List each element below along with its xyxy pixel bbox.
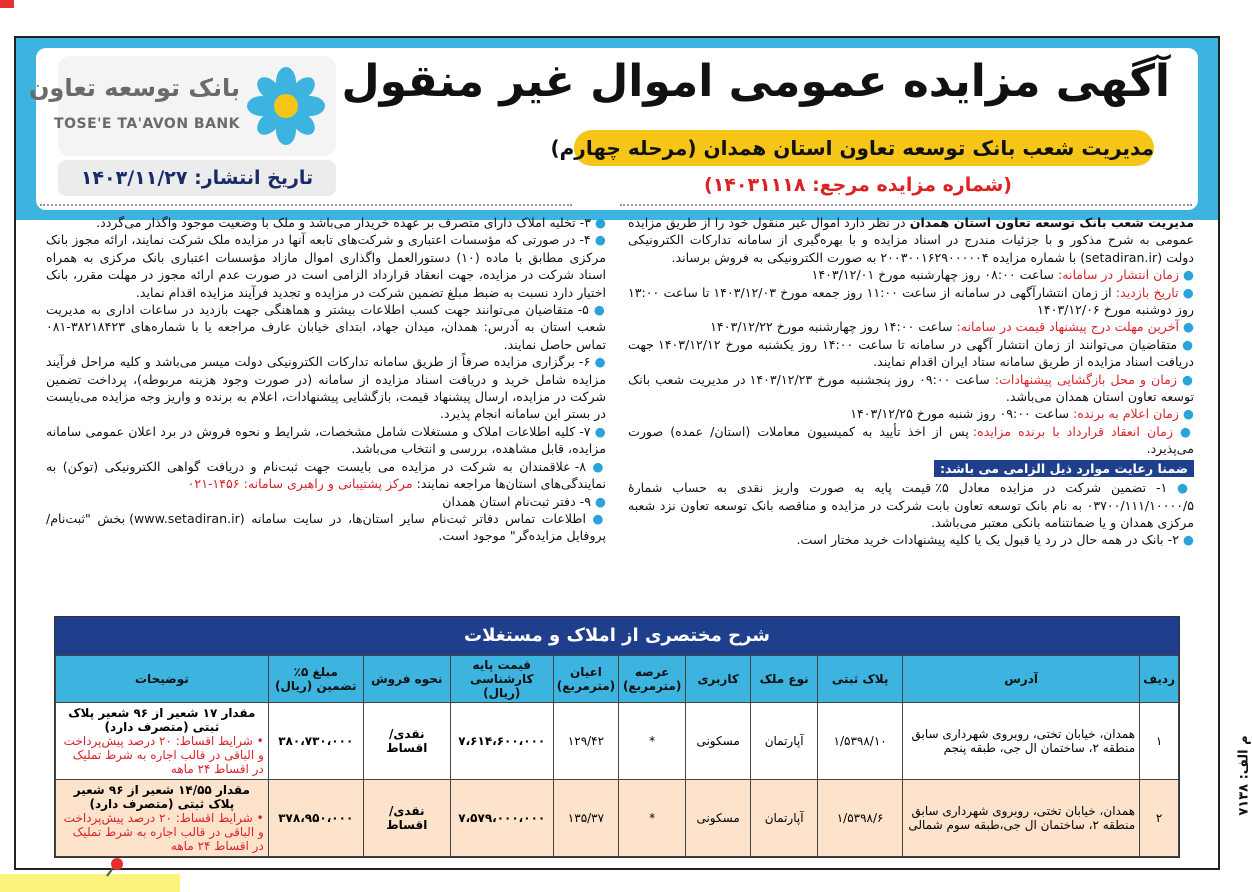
description-main: مقدار ۱۷ شعیر از ۹۶ شعیر پلاک ثبتی (متصرف دارد) bbox=[68, 706, 256, 734]
col-row: ردیف bbox=[1140, 656, 1179, 703]
intro-paragraph bbox=[628, 214, 1194, 266]
cell-sale: نقدی/ اقساط bbox=[363, 780, 450, 857]
sticky-note bbox=[0, 874, 180, 892]
left-dotted-divider bbox=[40, 204, 572, 206]
schedule-item bbox=[628, 318, 1194, 335]
subtitle-banner: مدیریت شعب بانک توسعه تعاون استان همدان (مرحله چهارم) bbox=[574, 130, 1154, 166]
bullet-icon: ● bbox=[591, 493, 606, 509]
cell-use: مسکونی bbox=[686, 703, 751, 780]
col-guarantee: مبلغ ۵٪ تضمین (ریال) bbox=[268, 656, 363, 703]
description-main: مقدار ۱۴/۵۵ شعیر از ۹۶ شعیر پلاک ثبتی (متصرف دارد) bbox=[73, 783, 250, 811]
pushpin-icon bbox=[104, 856, 126, 878]
cell-building: ۱۲۹/۴۲ bbox=[553, 703, 618, 780]
clause-5 bbox=[46, 301, 606, 353]
top-corner-marker bbox=[0, 0, 14, 8]
col-price: قیمت پایه کارشناسی (ریال) bbox=[450, 656, 553, 703]
clause-3-text: ۳- تخلیه املاک دارای متصرف بر عهده خریدار می‌باشد و ملک با وضعیت موجود واگذار می‌گردد. bbox=[96, 215, 591, 230]
reference-number: (شماره مزایده مرجع: ۱۴۰۳۱۱۱۸) bbox=[704, 174, 1012, 196]
col-type: نوع ملک bbox=[751, 656, 818, 703]
clause-4-text: ۴- در صورتی که مؤسسات اعتباری و شرکت‌های تابعه آنها در مزایده ملک شرکت نمایند، ارائه مجوز بانک مرکزی مطابق با ماده (۱۰) دستورالعمل واگذاری اموال مازاد مؤسسات اعتباری بانک مرکزی به همراه اسناد شرکت در مزایده، جهت انعقاد قرارداد الزامی است در صورت عدم ارائه مجوز در مهلت مقرر، بانک اختیار دارد نسبت به ضبط مبلغ تضمین شرکت در مزایده و تجدید فرآیند مزایده اقدام نماید. bbox=[46, 232, 607, 300]
schedule-text: ساعت ۰۹:۰۰ روز پنجشنبه مورخ ۱۴۰۳/۱۲/۲۳ در مدیریت شعب بانک توسعه تعاون استان همدان می‌باشد. bbox=[628, 371, 1194, 405]
rules-heading-line bbox=[628, 458, 1194, 479]
cell-land: * bbox=[619, 780, 686, 857]
cell-row: ۱ bbox=[1140, 703, 1179, 780]
bullet-icon: ● bbox=[1179, 319, 1194, 335]
col-use: کاربری bbox=[686, 656, 751, 703]
bullet-icon: ● bbox=[1179, 267, 1194, 283]
schedule-item bbox=[628, 284, 1194, 319]
publish-date: تاریخ انتشار: ۱۴۰۳/۱۱/۲۷ bbox=[58, 160, 336, 196]
table-row bbox=[56, 780, 1179, 857]
bullet-icon: ● bbox=[590, 423, 606, 439]
table-row bbox=[56, 703, 1179, 780]
col-land: عرصه (مترمربع) bbox=[619, 656, 686, 703]
cell-land: * bbox=[619, 703, 686, 780]
cell-use: مسکونی bbox=[686, 780, 751, 857]
table-header-row bbox=[56, 656, 1179, 703]
schedule-label: آخرین مهلت درج پیشنهاد قیمت در سامانه: bbox=[956, 319, 1179, 335]
table-title: شرح مختصری از املاک و مستغلات bbox=[55, 617, 1179, 655]
col-address: آدرس bbox=[903, 656, 1140, 703]
clause-7-text: ۷- کلیه اطلاعات املاک و مستغلات شامل مشخصات، شرایط و نحوه فروش در برد اعلان عمومی سامانه مزایده، قابل مشاهده، بررسی و انتخاب می‌باشد. bbox=[46, 423, 606, 457]
property-grid bbox=[55, 655, 1179, 857]
cell-description bbox=[56, 703, 269, 780]
schedule-label: زمان انعقاد قرارداد با برنده مزایده: bbox=[972, 423, 1173, 439]
cell-address: همدان، خیابان تختی، روبروی شهرداری سابق منطقه ۲، ساختمان ال جی،طبقه سوم شمالی bbox=[903, 780, 1140, 857]
rule-1-text: ۱- تضمین شرکت در مزایده معادل ۵٪ قیمت پایه به صورت واریز نقدی به حساب شمارهٔ ۰۳۷۰۰/۱۱۱/۱۰۰۰۰/۵ به نام بانک توسعه تعاون بابت شرکت در مزایده و مناقصه بانک توسعه تعاون نزد شعبه مرکزی همدان و یا ضمانتنامه بانکی معتبر می‌باشد. bbox=[628, 480, 1194, 530]
schedule-item bbox=[628, 336, 1194, 371]
intro-text: در نظر دارد اموال غیر منقول خود را از طریق مزایده عمومی به شرح مذکور و با جزئیات مندرج در اسناد مزایده و با بهره‌گیری از سامانه تدارکات الکترونیکی دولت (setadiran.ir) با شماره مزایده ۲۰۰۳۰۰۱۶۲۹۰۰۰۰۰۴ به صورت الکترونیکی به فروش برساند. bbox=[628, 215, 1194, 265]
cell-type: آپارتمان bbox=[751, 703, 818, 780]
rules-heading: ضمنا رعایت موارد ذیل الزامی می باشد: bbox=[934, 460, 1194, 477]
intro-bold: مدیریت شعب بانک توسعه تعاون استان همدان bbox=[909, 215, 1194, 230]
bank-flower-icon bbox=[246, 66, 326, 146]
bullet-icon: ● bbox=[1172, 423, 1195, 439]
bullet-icon: ● bbox=[588, 302, 606, 318]
clause-10 bbox=[46, 510, 606, 545]
bullet-icon: ● bbox=[1178, 284, 1195, 300]
bank-name-en: TOSE'E TA'AVON BANK bbox=[54, 116, 240, 132]
schedule-label: تاریخ بازدید: bbox=[1115, 284, 1179, 300]
cell-guarantee: ۳۷۸،۹۵۰،۰۰۰ bbox=[268, 780, 363, 857]
cell-sale: نقدی/ اقساط bbox=[363, 703, 450, 780]
schedule-label: زمان انتشار در سامانه: bbox=[1057, 267, 1179, 283]
schedule-label: زمان اعلام به برنده: bbox=[1073, 406, 1179, 422]
bullet-icon: ● bbox=[590, 232, 606, 248]
col-plate: پلاک ثبتی bbox=[818, 656, 903, 703]
cell-plate: ۱/۵۳۹۸/۱۰ bbox=[818, 703, 903, 780]
bullet-icon: ● bbox=[1179, 532, 1194, 548]
left-column bbox=[46, 214, 606, 545]
cell-type: آپارتمان bbox=[751, 780, 818, 857]
cell-building: ۱۳۵/۳۷ bbox=[553, 780, 618, 857]
description-note: • شرایط اقساط: ۲۰ درصد پیش‌پرداخت و الباقی در قالب اجاره به شرط تملیک در اقساط ۲۴ ماهه bbox=[63, 734, 264, 776]
clause-9-text: ۹- دفتر ثبت‌نام استان همدان bbox=[442, 493, 591, 509]
schedule-text: پس از اخذ تأیید به کمیسیون معاملات (استان/ عمده) صورت می‌پذیرد. bbox=[628, 423, 1194, 457]
schedule-item bbox=[628, 266, 1194, 283]
schedule-item bbox=[628, 405, 1194, 422]
bullet-icon: ● bbox=[586, 458, 606, 474]
clause-4 bbox=[46, 231, 606, 301]
clause-3 bbox=[46, 214, 606, 231]
clause-9 bbox=[46, 493, 606, 510]
bullet-icon: ● bbox=[1176, 371, 1194, 387]
support-center: مرکز پشتیبانی و راهبری سامانه: ۱۴۵۶-۰۲۱ bbox=[187, 476, 413, 492]
property-table bbox=[54, 616, 1180, 858]
col-building: اعیان (مترمربع) bbox=[553, 656, 618, 703]
cell-guarantee: ۳۸۰،۷۳۰،۰۰۰ bbox=[268, 703, 363, 780]
header-band bbox=[16, 38, 1218, 220]
col-description: توضیحات bbox=[56, 656, 269, 703]
schedule-text: متقاضیان می‌توانند از زمان انتشار آگهی در سامانه تا ساعت ۱۴:۰۰ روز یکشنبه مورخ ۱۴۰۳/۱۲/۱۲ جهت دریافت اسناد مزایده از طریق سامانه ستاد ایران اقدام نمایند. bbox=[628, 336, 1194, 370]
clause-6 bbox=[46, 353, 606, 423]
schedule-item bbox=[628, 371, 1194, 406]
bullet-icon: ● bbox=[1179, 406, 1194, 422]
clause-10-text: اطلاعات تماس دفاتر ثبت‌نام سایر استان‌ها، در سایت سامانه (www.setadiran.ir) بخش "ثبت‌نام/ پروفایل مزایده‌گر" موجود است. bbox=[46, 510, 606, 544]
clause-6-text: ۶- برگزاری مزایده صرفاً از طریق سامانه تدارکات الکترونیکی دولت میسر می‌باشد و کلیه مراحل فرآیند مزایده شامل خرید و دریافت اسناد مزایده از سامانه (در صورت وجود هزینه مربوطه)، پرداخت تضمین شرکت در مزایده، ارسال پیشنهاد قیمت، بازگشایی پیشنهادات، اعلام به برنده و واریز وجه مزایده می‌بایست در بستر این سامانه انجام پذیرد. bbox=[46, 354, 606, 422]
cell-address: همدان، خیابان تختی، روبروی شهرداری سابق منطقه ۲، ساختمان ال جی، طبقه پنجم bbox=[903, 703, 1140, 780]
clause-7 bbox=[46, 423, 606, 458]
bank-logo bbox=[28, 56, 336, 156]
page-title: آگهی مزایده عمومی اموال غیر منقول bbox=[341, 56, 1170, 107]
clause-5-text: ۵- متقاضیان می‌توانند جهت کسب اطلاعات بیشتر و هماهنگی جهت بازدید در ساعات اداری به مدیریت شعب استان به آدرس: همدان، میدان جهاد، ابتدای خیابان عارف مراجعه یا با شماره‌های ۳۸۲۱۸۴۲۳-۰۸۱ تماس حاصل نمایند. bbox=[46, 302, 606, 352]
bullet-icon: ● bbox=[585, 510, 607, 526]
bullet-icon: ● bbox=[1167, 480, 1194, 496]
right-column bbox=[628, 214, 1194, 549]
schedule-text: ساعت ۰۸:۰۰ روز چهارشنبه مورخ ۱۴۰۳/۱۲/۰۱ bbox=[811, 267, 1058, 283]
right-dotted-divider bbox=[620, 204, 1192, 206]
schedule-item bbox=[628, 423, 1194, 458]
schedule-label: زمان و محل بازگشایی پیشنهادات: bbox=[994, 371, 1177, 387]
rule-1 bbox=[628, 479, 1194, 531]
cell-price: ۷،۶۱۴،۶۰۰،۰۰۰ bbox=[450, 703, 553, 780]
col-sale: نحوه فروش bbox=[363, 656, 450, 703]
cell-row: ۲ bbox=[1140, 780, 1179, 857]
cell-price: ۷،۵۷۹،۰۰۰،۰۰۰ bbox=[450, 780, 553, 857]
clause-8 bbox=[46, 458, 606, 493]
cell-plate: ۱/۵۳۹۸/۶ bbox=[818, 780, 903, 857]
schedule-text: ساعت ۱۴:۰۰ روز چهارشنبه مورخ ۱۴۰۳/۱۲/۲۲ bbox=[710, 319, 957, 335]
schedule-text: از زمان انتشارآگهی در سامانه از ساعت ۱۱:۰۰ روز جمعه مورخ ۱۴۰۳/۱۲/۰۳ تا ساعت ۱۳:۰۰ روز دوشنبه مورخ ۱۴۰۳/۱۲/۰۶ bbox=[628, 284, 1194, 318]
rule-2-text: ۲- بانک در همه حال در رد یا قبول یک یا کلیه پیشنهادات خرید مختار است. bbox=[796, 532, 1179, 548]
bullet-icon: ● bbox=[590, 354, 606, 370]
cell-description bbox=[56, 780, 269, 857]
header-panel bbox=[28, 48, 1198, 210]
ad-frame bbox=[14, 36, 1252, 870]
bullet-icon: ● bbox=[1177, 336, 1194, 352]
clause-8-text: ۸- علاقمندان به شرکت در مزایده می بایست جهت ثبت‌نام و دریافت گواهی الکترونیکی (توکن) به نمایندگی‌های استان‌ها مراجعه نمایند: bbox=[46, 458, 606, 492]
bullet-icon: ● bbox=[591, 215, 606, 230]
schedule-text: ساعت ۰۹:۰۰ روز شنبه مورخ ۱۴۰۳/۱۲/۲۵ bbox=[850, 406, 1074, 422]
bank-name-fa: بانک توسعه تعاون bbox=[28, 74, 240, 102]
ad-code: م الف: ۷۱۳۸ bbox=[1236, 735, 1252, 816]
description-note: • شرایط اقساط: ۲۰ درصد پیش‌پرداخت و الباقی در قالب اجاره به شرط تملیک در اقساط ۲۴ ماهه bbox=[63, 811, 264, 853]
rule-2 bbox=[628, 531, 1194, 548]
